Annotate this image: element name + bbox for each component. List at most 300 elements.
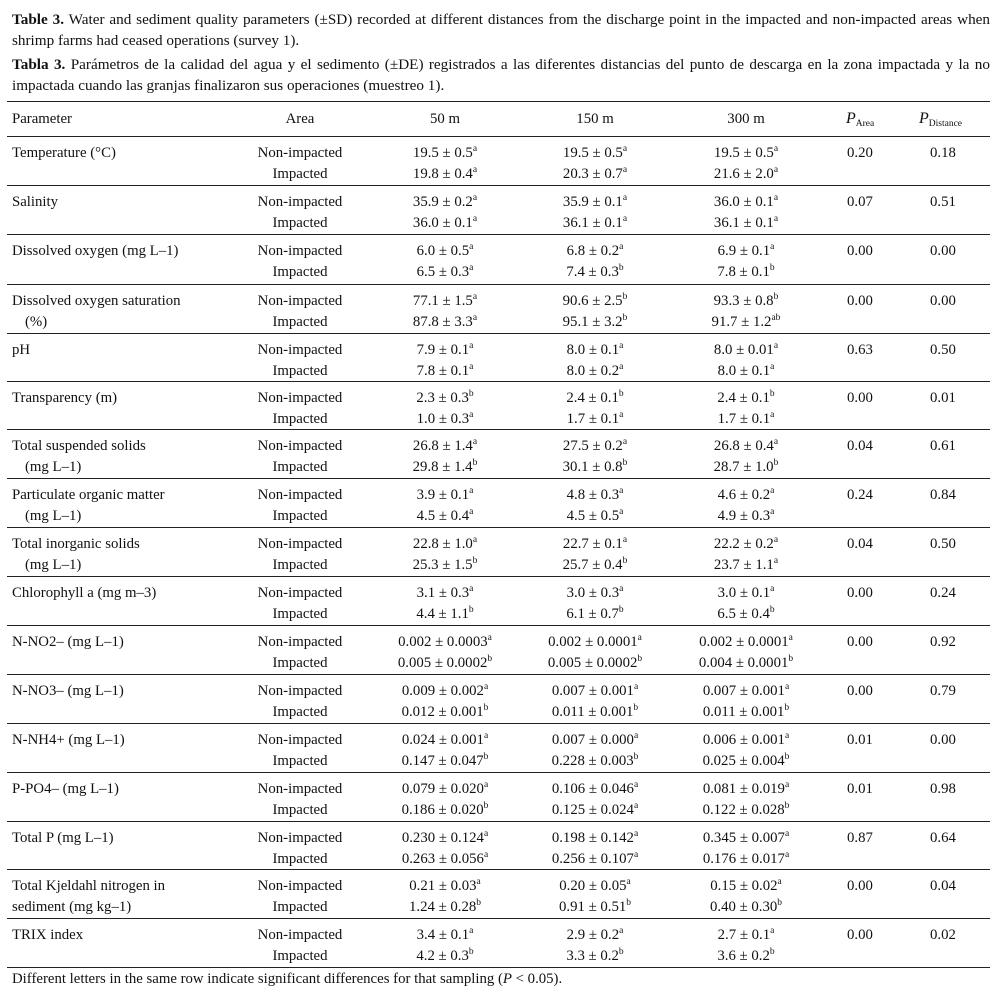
significance-letter: b	[773, 458, 779, 468]
value-text: 23.7 ± 1.1	[713, 557, 774, 573]
significance-letter: a	[483, 780, 489, 790]
value-text: 0.007 ± 0.001	[702, 683, 785, 699]
value-text: 0.176 ± 0.017	[702, 851, 785, 867]
p-distance-value: 0.18	[930, 145, 956, 161]
p-area-value: 0.00	[847, 927, 873, 943]
value-text: 22.8 ± 1.0	[412, 536, 473, 552]
significance-letter: a	[770, 410, 775, 420]
significance-letter: b	[622, 458, 628, 468]
value-impacted	[646, 165, 846, 183]
value-text: 4.2 ± 0.3	[416, 948, 469, 964]
value-text: 35.9 ± 0.1	[562, 194, 623, 210]
significance-letter: a	[472, 437, 478, 447]
significance-letter: a	[469, 242, 474, 252]
value-impacted	[646, 605, 846, 623]
parameter-name: Total suspended solids	[12, 438, 146, 454]
value-text: 0.007 ± 0.000	[551, 732, 634, 748]
area-impacted: Impacted	[272, 948, 328, 964]
value-text: 6.1 ± 0.7	[566, 606, 619, 622]
header-p-distance-sub: Distance	[928, 119, 963, 129]
value-text: 27.5 ± 0.2	[562, 438, 623, 454]
value-text: 1.7 ± 0.1	[566, 411, 620, 427]
row-divider	[7, 918, 990, 919]
value-text: 7.8 ± 0.1	[416, 363, 470, 379]
parameter-name: Transparency (m)	[12, 390, 118, 406]
significance-letter: a	[469, 507, 474, 517]
value-impacted	[646, 801, 846, 819]
significance-letter: b	[468, 605, 474, 615]
significance-letter: a	[784, 731, 790, 741]
significance-letter: a	[476, 877, 481, 887]
p-distance-value: 0.92	[930, 634, 956, 650]
row-divider	[7, 576, 990, 577]
area-non-impacted: Non-impacted	[257, 390, 343, 406]
value-text: 4.5 ± 0.5	[566, 508, 620, 524]
p-distance-value: 0.00	[930, 293, 956, 309]
value-non-impacted	[646, 389, 846, 407]
value-text: 1.24 ± 0.28	[408, 899, 477, 915]
value-impacted	[646, 362, 846, 380]
area-non-impacted: Non-impacted	[257, 438, 343, 454]
parameter-name: (mg L–1)	[25, 459, 82, 475]
significance-letter: b	[483, 703, 489, 713]
p-area-value: 0.00	[847, 293, 873, 309]
value-text: 26.8 ± 0.4	[713, 438, 774, 454]
area-non-impacted: Non-impacted	[257, 145, 343, 161]
significance-letter: a	[619, 242, 624, 252]
parameter-name: sediment (mg kg–1)	[12, 899, 132, 915]
value-text: 7.8 ± 0.1	[717, 264, 770, 280]
p-area-value: 0.00	[847, 390, 873, 406]
row-divider	[7, 527, 990, 528]
value-text: 19.5 ± 0.5	[562, 145, 623, 161]
value-non-impacted	[646, 877, 846, 895]
area-impacted: Impacted	[272, 508, 328, 524]
significance-letter: b	[622, 313, 628, 323]
significance-letter: a	[619, 362, 624, 372]
significance-letter: b	[483, 801, 489, 811]
p-area-value: 0.00	[847, 878, 873, 894]
parameter-name: Temperature (°C)	[12, 145, 116, 161]
value-impacted	[646, 703, 846, 721]
value-text: 0.20 ± 0.05	[559, 878, 627, 894]
p-area-value: 0.00	[847, 634, 873, 650]
area-non-impacted: Non-impacted	[257, 781, 343, 797]
p-distance-value: 0.84	[930, 487, 956, 503]
area-impacted: Impacted	[272, 753, 328, 769]
value-text: 4.4 ± 1.1	[416, 606, 469, 622]
significance-letter: a	[788, 633, 793, 643]
value-text: 0.186 ± 0.020	[401, 802, 484, 818]
parameter-name: (%)	[25, 314, 48, 330]
header-parameter: Parameter	[12, 111, 72, 127]
area-impacted: Impacted	[272, 459, 328, 475]
significance-letter: a	[784, 850, 790, 860]
row-divider	[7, 625, 990, 626]
parameter-name: (mg L–1)	[25, 557, 82, 573]
area-impacted: Impacted	[272, 264, 328, 280]
caption-es-text: Parámetros de la calidad del agua y el sedimento (±DE) registrados a las diferentes distancias del punto de descarga en la zona impactada y la no impactada cuando las granjas finalizaron sus operaciones (muestreo 1).	[12, 56, 990, 94]
value-text: 0.147 ± 0.047	[401, 753, 484, 769]
parameter-name: Total Kjeldahl nitrogen in	[12, 878, 166, 894]
value-impacted	[646, 850, 846, 868]
value-text: 7.9 ± 0.1	[416, 342, 470, 358]
area-non-impacted: Non-impacted	[257, 683, 343, 699]
value-text: 0.081 ± 0.019	[702, 781, 785, 797]
footnote-p-letter: P	[502, 971, 512, 987]
p-distance-value: 0.79	[930, 683, 956, 699]
value-text: 0.263 ± 0.056	[401, 851, 484, 867]
significance-letter: b	[622, 292, 628, 302]
value-text: 36.1 ± 0.1	[713, 215, 774, 231]
row-divider	[7, 772, 990, 773]
value-text: 0.024 ± 0.001	[401, 732, 484, 748]
parameter-name: (mg L–1)	[25, 508, 82, 524]
value-text: 26.8 ± 1.4	[412, 438, 473, 454]
significance-letter: a	[622, 214, 628, 224]
significance-letter: b	[769, 263, 775, 273]
value-text: 0.198 ± 0.142	[551, 830, 634, 846]
significance-letter: b	[483, 752, 489, 762]
value-non-impacted	[646, 829, 846, 847]
significance-letter: a	[483, 682, 489, 692]
header-p-area-sub: Area	[855, 119, 875, 129]
header-300m: 300 m	[727, 111, 765, 127]
value-text: 2.3 ± 0.3	[416, 390, 469, 406]
value-text: 8.0 ± 0.1	[566, 342, 620, 358]
header-bottom-rule	[7, 136, 990, 137]
significance-letter: ab	[771, 313, 781, 323]
significance-letter: a	[472, 313, 478, 323]
significance-letter: a	[472, 535, 478, 545]
area-impacted: Impacted	[272, 704, 328, 720]
value-non-impacted	[646, 780, 846, 798]
significance-letter: b	[626, 898, 632, 908]
significance-letter: a	[469, 486, 474, 496]
row-divider	[7, 478, 990, 479]
value-non-impacted	[646, 292, 846, 310]
p-area-value: 0.01	[847, 732, 873, 748]
value-text: 30.1 ± 0.8	[562, 459, 623, 475]
p-area-value: 0.87	[847, 830, 873, 846]
row-divider	[7, 723, 990, 724]
value-text: 0.002 ± 0.0001	[699, 634, 789, 650]
significance-letter: a	[622, 193, 628, 203]
value-text: 0.011 ± 0.001	[551, 704, 634, 720]
significance-letter: a	[472, 193, 478, 203]
value-text: 0.228 ± 0.003	[551, 753, 634, 769]
parameter-name: N-NO3– (mg L–1)	[12, 683, 124, 699]
value-text: 2.4 ± 0.1	[717, 390, 770, 406]
value-non-impacted	[646, 584, 846, 602]
value-text: 2.7 ± 0.1	[717, 927, 771, 943]
p-area-value: 0.01	[847, 781, 873, 797]
significance-letter: a	[619, 507, 624, 517]
parameter-name: N-NO2– (mg L–1)	[12, 634, 124, 650]
area-impacted: Impacted	[272, 557, 328, 573]
p-distance-value: 0.00	[930, 243, 956, 259]
p-area-value: 0.00	[847, 683, 873, 699]
significance-letter: b	[784, 752, 790, 762]
significance-letter: b	[788, 654, 794, 664]
value-text: 19.5 ± 0.5	[713, 145, 774, 161]
value-text: 8.0 ± 0.01	[713, 342, 774, 358]
value-impacted	[646, 214, 846, 232]
value-text: 0.122 ± 0.028	[702, 802, 785, 818]
value-text: 4.9 ± 0.3	[717, 508, 771, 524]
value-text: 0.002 ± 0.0003	[398, 634, 488, 650]
value-text: 0.002 ± 0.0001	[548, 634, 638, 650]
value-text: 4.6 ± 0.2	[717, 487, 771, 503]
parameter-name: Total inorganic solids	[12, 536, 140, 552]
significance-letter: b	[487, 654, 493, 664]
value-text: 7.4 ± 0.3	[566, 264, 619, 280]
significance-letter: a	[633, 682, 639, 692]
area-non-impacted: Non-impacted	[257, 927, 343, 943]
value-text: 0.230 ± 0.124	[401, 830, 484, 846]
parameter-name: P-PO4– (mg L–1)	[12, 781, 119, 797]
significance-letter: a	[469, 410, 474, 420]
row-divider	[7, 234, 990, 235]
p-area-value: 0.00	[847, 585, 873, 601]
significance-letter: b	[784, 801, 790, 811]
value-text: 0.005 ± 0.0002	[547, 655, 638, 671]
area-non-impacted: Non-impacted	[257, 634, 343, 650]
significance-letter: a	[633, 829, 639, 839]
area-impacted: Impacted	[272, 166, 328, 182]
significance-letter: a	[770, 584, 775, 594]
p-distance-value: 0.02	[930, 927, 956, 943]
significance-letter: a	[784, 780, 790, 790]
value-text: 3.1 ± 0.3	[416, 585, 470, 601]
header-p-distance	[919, 110, 962, 128]
value-text: 35.9 ± 0.2	[412, 194, 473, 210]
significance-letter: a	[619, 584, 624, 594]
significance-letter: a	[773, 144, 779, 154]
area-non-impacted: Non-impacted	[257, 732, 343, 748]
significance-letter: b	[777, 898, 783, 908]
area-non-impacted: Non-impacted	[257, 342, 343, 358]
p-distance-value: 0.00	[930, 732, 956, 748]
area-impacted: Impacted	[272, 851, 328, 867]
value-non-impacted	[646, 341, 846, 359]
value-text: 0.15 ± 0.02	[710, 878, 778, 894]
value-text: 6.9 ± 0.1	[717, 243, 771, 259]
significance-letter: a	[633, 731, 639, 741]
value-non-impacted	[646, 682, 846, 700]
significance-letter: a	[469, 362, 474, 372]
significance-letter: a	[483, 731, 489, 741]
significance-letter: a	[469, 926, 474, 936]
header-150m: 150 m	[576, 111, 614, 127]
value-text: 77.1 ± 1.5	[412, 293, 473, 309]
significance-letter: b	[476, 898, 482, 908]
significance-letter: a	[622, 144, 628, 154]
significance-letter: b	[622, 556, 628, 566]
value-impacted	[646, 507, 846, 525]
significance-letter: b	[618, 263, 624, 273]
value-text: 0.345 ± 0.007	[702, 830, 785, 846]
value-text: 8.0 ± 0.1	[717, 363, 771, 379]
significance-letter: b	[769, 947, 775, 957]
significance-letter: b	[618, 605, 624, 615]
caption-en-label: Table 3.	[12, 11, 65, 28]
value-text: 4.5 ± 0.4	[416, 508, 470, 524]
p-distance-value: 0.61	[930, 438, 956, 454]
significance-letter: a	[770, 486, 775, 496]
p-area-value: 0.07	[847, 194, 873, 210]
significance-letter: b	[633, 752, 639, 762]
significance-letter: a	[777, 877, 782, 887]
value-text: 36.0 ± 0.1	[713, 194, 774, 210]
area-impacted: Impacted	[272, 606, 328, 622]
significance-letter: a	[633, 780, 639, 790]
significance-letter: a	[770, 507, 775, 517]
p-distance-value: 0.24	[930, 585, 956, 601]
value-non-impacted	[646, 486, 846, 504]
value-text: 3.6 ± 0.2	[717, 948, 770, 964]
header-p-distance-letter: P	[919, 110, 929, 127]
significance-letter: a	[469, 263, 474, 273]
significance-letter: b	[769, 605, 775, 615]
significance-letter: a	[773, 535, 779, 545]
area-non-impacted: Non-impacted	[257, 878, 343, 894]
table-bottom-rule	[7, 967, 990, 968]
significance-letter: a	[619, 926, 624, 936]
significance-letter: a	[633, 801, 639, 811]
caption-spanish	[12, 54, 990, 96]
value-text: 1.7 ± 0.1	[717, 411, 771, 427]
p-area-value: 0.24	[847, 487, 873, 503]
p-distance-value: 0.64	[930, 830, 956, 846]
value-text: 87.8 ± 3.3	[412, 314, 473, 330]
value-impacted	[646, 556, 846, 574]
value-text: 19.8 ± 0.4	[412, 166, 473, 182]
area-impacted: Impacted	[272, 802, 328, 818]
value-text: 0.004 ± 0.0001	[698, 655, 789, 671]
value-text: 2.9 ± 0.2	[566, 927, 620, 943]
significance-letter: b	[769, 389, 775, 399]
significance-letter: a	[469, 341, 474, 351]
value-text: 0.006 ± 0.001	[702, 732, 785, 748]
row-divider	[7, 381, 990, 382]
value-text: 3.0 ± 0.3	[566, 585, 620, 601]
value-text: 28.7 ± 1.0	[713, 459, 774, 475]
significance-letter: b	[472, 458, 478, 468]
value-text: 25.3 ± 1.5	[412, 557, 473, 573]
value-non-impacted	[646, 926, 846, 944]
row-divider	[7, 333, 990, 334]
p-distance-value: 0.01	[930, 390, 956, 406]
caption-english	[12, 9, 990, 51]
value-impacted	[646, 654, 846, 672]
area-non-impacted: Non-impacted	[257, 194, 343, 210]
value-non-impacted	[646, 193, 846, 211]
value-text: 95.1 ± 3.2	[562, 314, 623, 330]
p-distance-value: 0.50	[930, 536, 956, 552]
value-text: 2.4 ± 0.1	[566, 390, 619, 406]
header-p-area	[846, 110, 874, 128]
header-area: Area	[285, 111, 315, 127]
significance-letter: a	[469, 584, 474, 594]
area-impacted: Impacted	[272, 899, 328, 915]
significance-letter: a	[483, 850, 489, 860]
significance-letter: b	[468, 389, 474, 399]
value-impacted	[646, 313, 846, 331]
table-top-rule	[7, 101, 990, 102]
value-text: 0.007 ± 0.001	[551, 683, 634, 699]
significance-letter: a	[472, 165, 478, 175]
area-impacted: Impacted	[272, 411, 328, 427]
parameter-name: Salinity	[12, 194, 59, 210]
value-impacted	[646, 752, 846, 770]
value-text: 0.40 ± 0.30	[709, 899, 778, 915]
caption-en-text: Water and sediment quality parameters (±SD) recorded at different distances from the discharge point in the impacted and non-impacted areas when shrimp farms had ceased operations (survey 1).	[12, 11, 990, 49]
value-text: 6.5 ± 0.4	[717, 606, 770, 622]
value-text: 6.8 ± 0.2	[566, 243, 620, 259]
significance-letter: a	[472, 144, 478, 154]
significance-letter: a	[773, 214, 779, 224]
significance-letter: b	[468, 947, 474, 957]
value-text: 1.0 ± 0.3	[416, 411, 470, 427]
value-text: 21.6 ± 2.0	[713, 166, 774, 182]
value-text: 6.0 ± 0.5	[416, 243, 470, 259]
header-p-area-letter: P	[846, 110, 856, 127]
area-non-impacted: Non-impacted	[257, 243, 343, 259]
significance-letter: a	[622, 165, 628, 175]
value-non-impacted	[646, 633, 846, 651]
parameter-name: Total P (mg L–1)	[12, 830, 114, 846]
significance-letter: b	[618, 389, 624, 399]
value-non-impacted	[646, 731, 846, 749]
value-text: 4.8 ± 0.3	[566, 487, 620, 503]
parameter-name: TRIX index	[12, 927, 84, 943]
significance-letter: a	[770, 362, 775, 372]
significance-letter: a	[622, 437, 628, 447]
significance-letter: b	[618, 947, 624, 957]
row-divider	[7, 429, 990, 430]
area-non-impacted: Non-impacted	[257, 536, 343, 552]
value-text: 36.1 ± 0.1	[562, 215, 623, 231]
value-text: 0.005 ± 0.0002	[397, 655, 488, 671]
parameter-name: Dissolved oxygen (mg L–1)	[12, 243, 179, 259]
area-non-impacted: Non-impacted	[257, 585, 343, 601]
value-impacted	[646, 410, 846, 428]
table-footnote	[12, 971, 562, 988]
value-impacted	[646, 898, 846, 916]
p-distance-value: 0.51	[930, 194, 956, 210]
significance-letter: a	[619, 410, 624, 420]
area-non-impacted: Non-impacted	[257, 293, 343, 309]
area-impacted: Impacted	[272, 215, 328, 231]
footnote-text-before: Different letters in the same row indicate significant differences for that sampling (	[12, 971, 503, 987]
parameter-name: Dissolved oxygen saturation	[12, 293, 181, 309]
significance-letter: a	[773, 193, 779, 203]
parameter-name: N-NH4+ (mg L–1)	[12, 732, 125, 748]
value-text: 3.3 ± 0.2	[566, 948, 619, 964]
row-divider	[7, 869, 990, 870]
value-text: 19.5 ± 0.5	[412, 145, 473, 161]
p-area-value: 0.20	[847, 145, 873, 161]
value-text: 3.9 ± 0.1	[416, 487, 470, 503]
value-impacted	[646, 947, 846, 965]
significance-letter: b	[633, 703, 639, 713]
significance-letter: a	[773, 437, 779, 447]
value-text: 0.125 ± 0.024	[551, 802, 634, 818]
significance-letter: a	[784, 682, 790, 692]
p-area-value: 0.00	[847, 243, 873, 259]
significance-letter: a	[626, 877, 631, 887]
